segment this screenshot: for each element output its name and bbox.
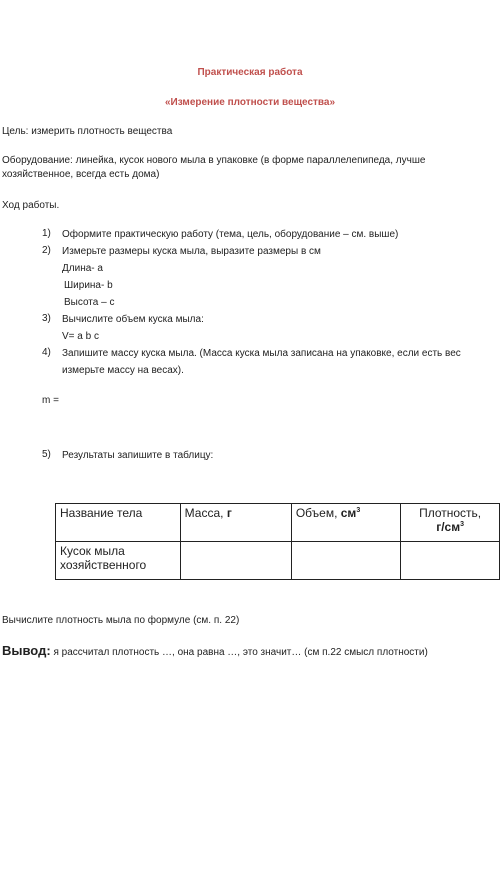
dimension-width: Ширина- b bbox=[64, 280, 113, 291]
header-name: Название тела bbox=[56, 504, 181, 542]
step-text: Измерьте размеры куска мыла, выразите размеры в см bbox=[62, 246, 321, 257]
table-header-row bbox=[56, 504, 500, 542]
step-text: Оформите практическую работу (тема, цель, оборудование – см. выше) bbox=[62, 229, 399, 240]
equipment-line-1: Оборудование: линейка, кусок нового мыла в упаковке (в форме параллелепипеда, лучше bbox=[2, 155, 426, 166]
conclusion-label: Вывод: bbox=[2, 643, 51, 658]
step-text: Вычислите объем куска мыла: bbox=[62, 314, 204, 325]
page-subtitle: «Измерение плотности вещества» bbox=[164, 97, 336, 108]
step-number: 3) bbox=[42, 313, 51, 324]
step-text-continued: измерьте массу на весах). bbox=[62, 365, 184, 376]
cell-body-name: Кусок мыла хозяйственного bbox=[56, 542, 181, 580]
cell-volume bbox=[291, 542, 400, 580]
mass-label: m = bbox=[42, 395, 59, 406]
cell-density bbox=[401, 542, 500, 580]
header-density: Плотность, $г/см^3$ bbox=[401, 504, 500, 542]
header-mass: Масса, г bbox=[180, 504, 291, 542]
table-row bbox=[56, 542, 500, 580]
step-number: 2) bbox=[42, 245, 51, 256]
equipment-line-2: хозяйственное, всегда есть дома) bbox=[2, 169, 160, 180]
dimension-length: Длина- a bbox=[62, 263, 103, 274]
step-number: 4) bbox=[42, 347, 51, 358]
results-table bbox=[55, 503, 500, 580]
conclusion-text: я рассчитал плотность …, она равна …, это значит… (см п.22 смысл плотности) bbox=[50, 647, 428, 658]
dimension-height: Высота – c bbox=[64, 297, 115, 308]
procedure-heading: Ход работы. bbox=[2, 200, 60, 211]
volume-formula: V= a b c bbox=[62, 331, 99, 342]
calc-instruction: Вычислите плотность мыла по формуле (см. п. 22) bbox=[2, 615, 240, 626]
page-title: Практическая работа bbox=[197, 67, 303, 78]
conclusion-line bbox=[2, 642, 428, 660]
step-number: 5) bbox=[42, 449, 51, 460]
cell-mass bbox=[180, 542, 291, 580]
header-volume: Объем, $см^3$ bbox=[291, 504, 400, 542]
goal-line: Цель: измерить плотность вещества bbox=[2, 126, 173, 137]
step-text: Результаты запишите в таблицу: bbox=[62, 450, 214, 461]
step-number: 1) bbox=[42, 228, 51, 239]
step-text: Запишите массу куска мыла. (Масса куска мыла записана на упаковке, если есть вес bbox=[62, 348, 461, 359]
